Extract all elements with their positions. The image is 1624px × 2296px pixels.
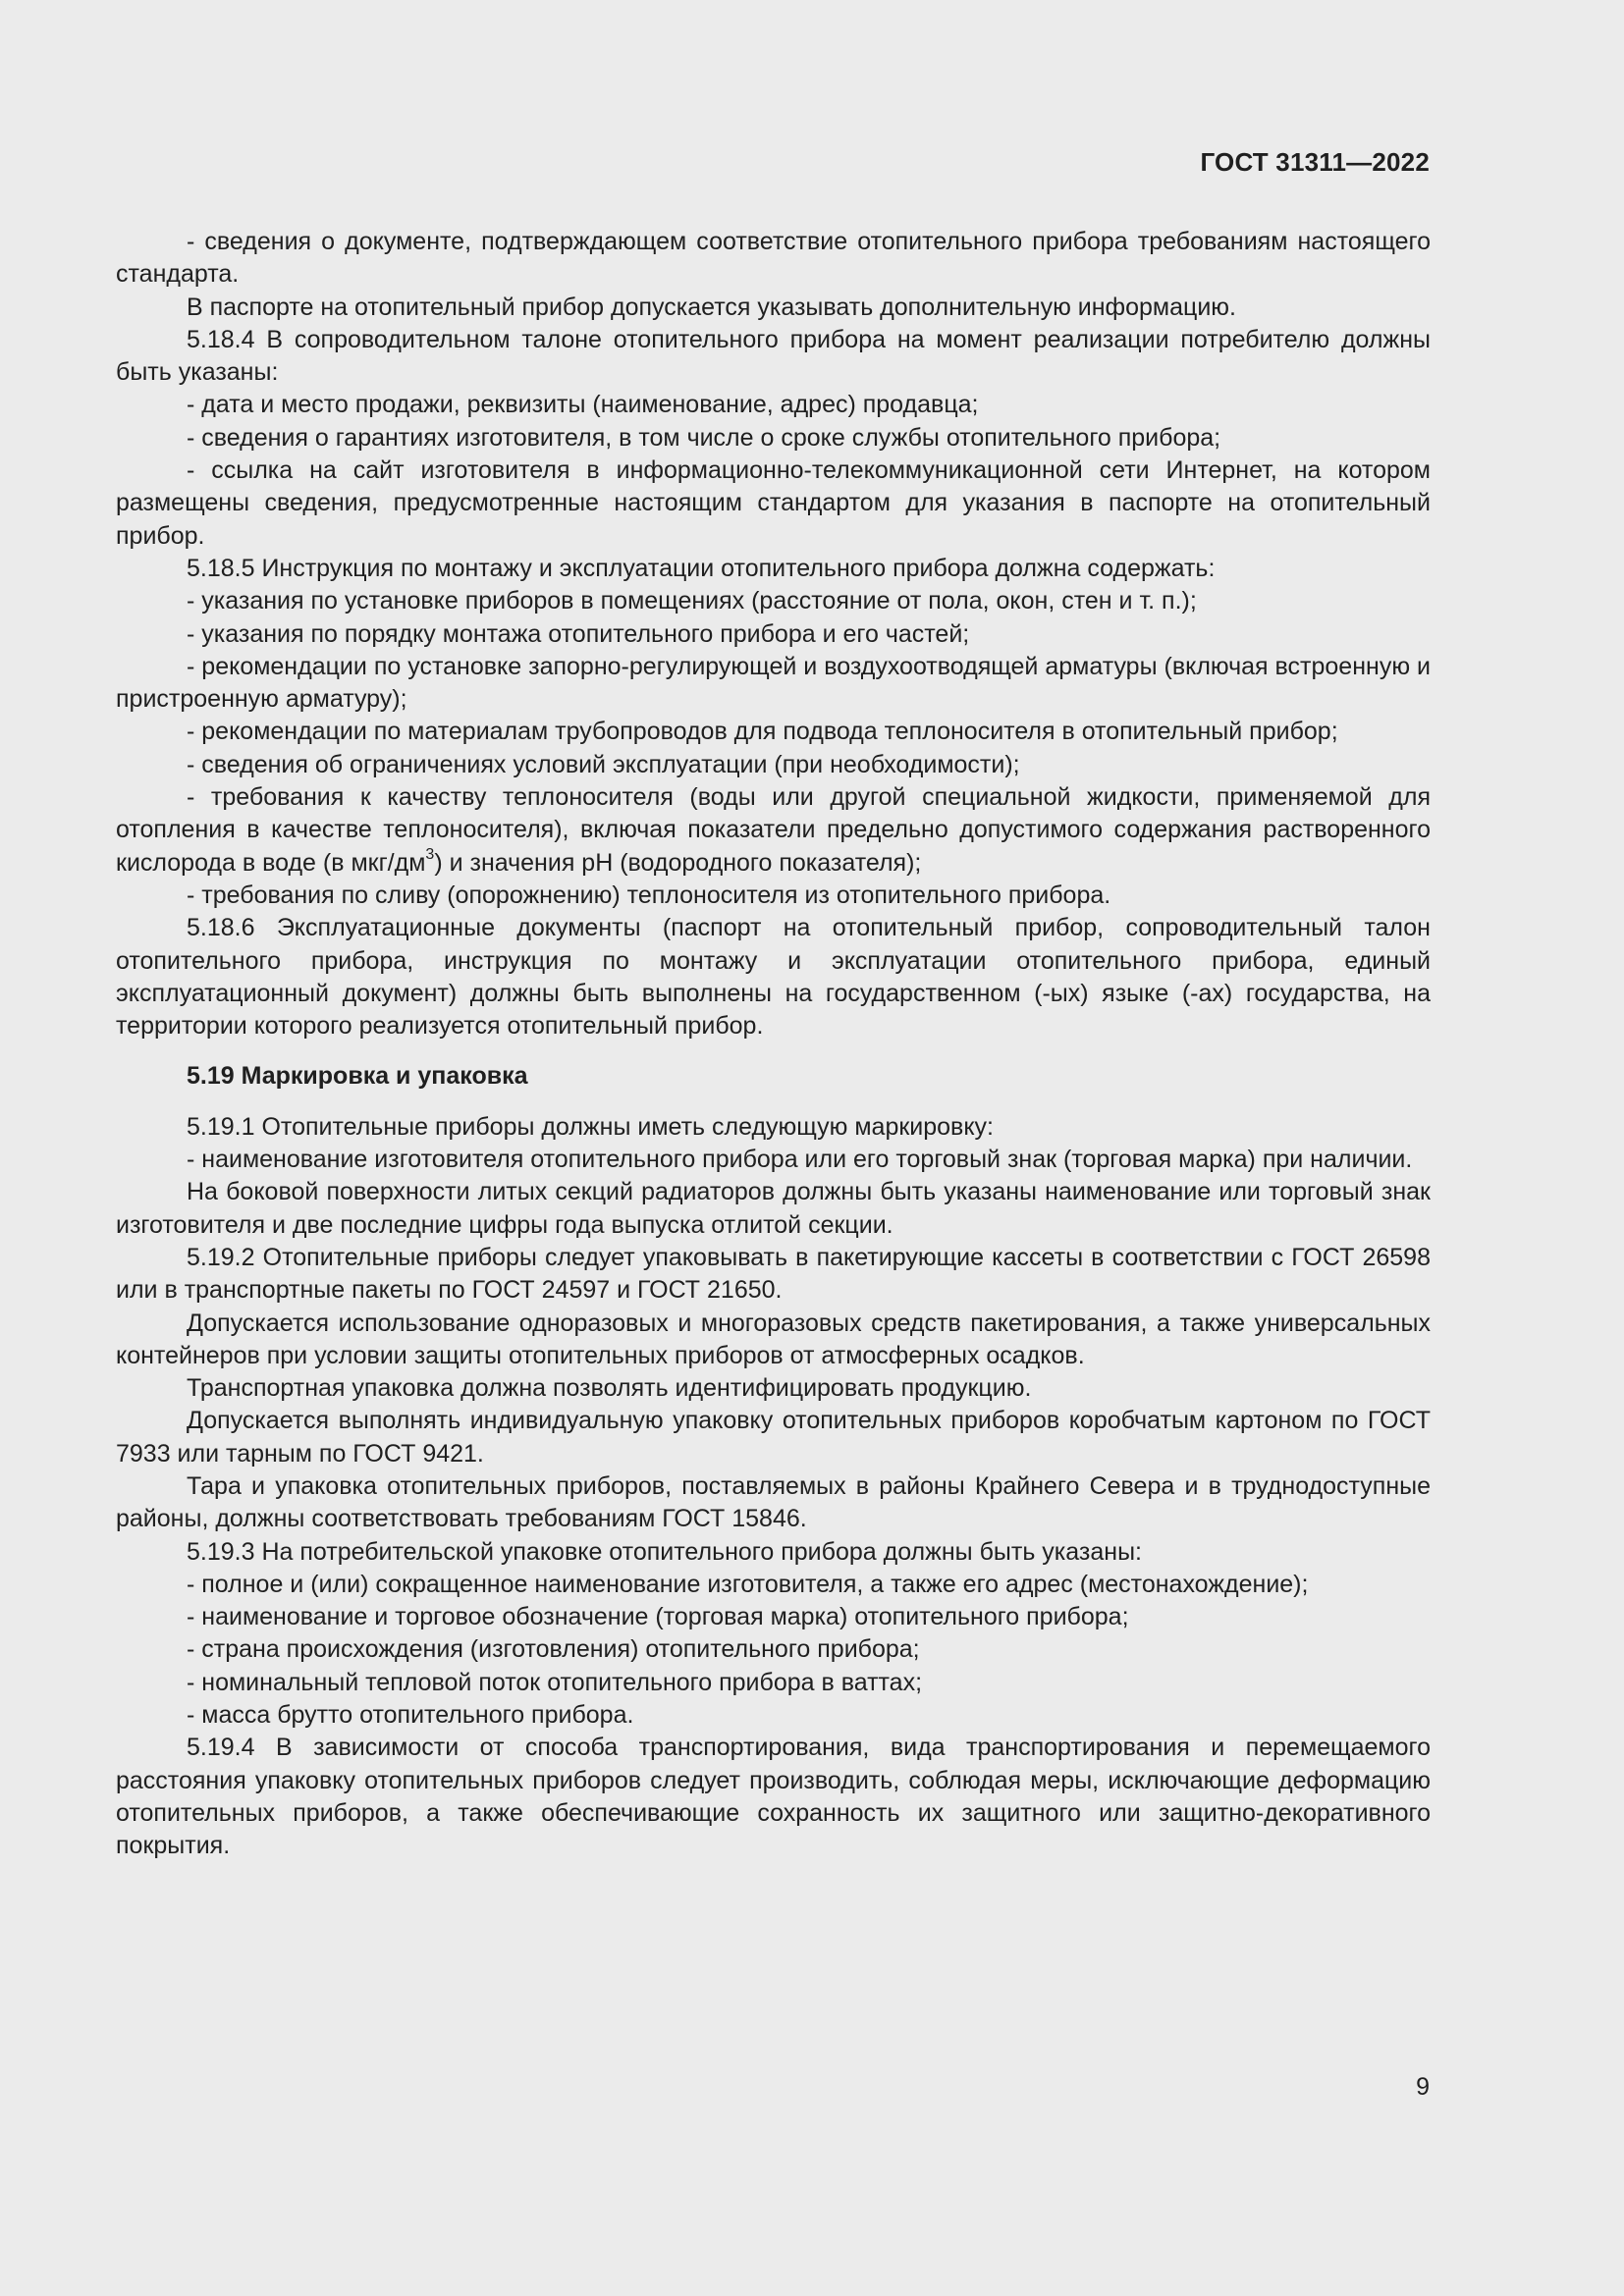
list-item: - страна происхождения (изготовления) отопительного прибора;: [187, 1635, 920, 1664]
paragraph: Транспортная упаковка должна позволять идентифицировать продукцию.: [187, 1374, 1032, 1403]
list-item: - дата и место продажи, реквизиты (наименование, адрес) продавца;: [187, 391, 979, 419]
paragraph: 5.19.3 На потребительской упаковке отопительного прибора должны быть указаны:: [187, 1537, 1142, 1566]
paragraph: В паспорте на отопительный прибор допускается указывать дополнительную информацию.: [187, 293, 1236, 321]
list-item: - рекомендации по материалам трубопроводов для подвода теплоносителя в отопительный прибор;: [187, 718, 1338, 746]
paragraph: Тара и упаковка отопительных приборов, поставляемых в районы Крайнего Севера и в труднодоступные районы, должны соответствовать требованиям ГОСТ 15846.: [116, 1471, 1431, 1533]
paragraph: 5.18.6 Эксплуатационные документы (паспорт на отопительный прибор, сопроводительный талон отопительного прибора, инструкция по монтажу и эксплуатации отопительного прибора, единый эксплуатационный документ) должны быть выполнены на государственном (-ых) языке (-ах) государства, на территории которого реализуется отопительный прибор.: [116, 914, 1431, 1041]
list-item: - полное и (или) сокращенное наименование изготовителя, а также его адрес (местонахождение);: [187, 1570, 1309, 1598]
paragraph: 5.18.4 В сопроводительном талоне отопительного прибора на момент реализации потребителю должны быть указаны:: [116, 325, 1431, 387]
list-item: - ссылка на сайт изготовителя в информационно-телекоммуникационной сети Интернет, на котором размещены сведения, предусмотренные настоящим стандартом для указания в паспорте на отопительный прибор.: [116, 456, 1431, 550]
list-item: - указания по порядку монтажа отопительного прибора и его частей;: [187, 619, 970, 648]
paragraph: 5.19.2 Отопительные приборы следует упаковывать в пакетирующие кассеты в соответствии с ГОСТ 26598 или в транспортные пакеты по ГОСТ 24597 и ГОСТ 21650.: [116, 1243, 1431, 1305]
text-fragment: - требования к качеству теплоносителя (воды или другой специальной жидкости, применяемой для отопления в качестве теплоносителя), включая показатели предельно допустимого содержания растворенного кислорода в воде (в мкг/дм: [116, 783, 1431, 877]
list-item: - рекомендации по установке запорно-регулирующей и воздухоотводящей арматуры (включая встроенную и пристроенную арматуру);: [116, 652, 1431, 714]
paragraph: 5.19.1 Отопительные приборы должны иметь следующую маркировку:: [187, 1112, 994, 1141]
superscript: 3: [425, 846, 435, 864]
list-item: - наименование изготовителя отопительного прибора или его торговый знак (торговая марка) при наличии.: [187, 1146, 1413, 1174]
section-heading: 5.19 Маркировка и упаковка: [187, 1062, 528, 1091]
list-item: [116, 781, 1431, 880]
paragraph: 5.19.4 В зависимости от способа транспортирования, вида транспортирования и перемещаемого расстояния упаковку отопительных приборов следует производить, соблюдая меры, исключающие деформацию отопительных приборов, а также обеспечивающие сохранность их защитного или защитно-декоративного покрытия.: [116, 1734, 1431, 1860]
paragraph: Допускается выполнять индивидуальную упаковку отопительных приборов коробчатым картоном по ГОСТ 7933 или тарным по ГОСТ 9421.: [116, 1407, 1431, 1468]
list-item: - номинальный тепловой поток отопительного прибора в ваттах;: [187, 1668, 923, 1696]
list-item: - требования по сливу (опорожнению) теплоносителя из отопительного прибора.: [187, 881, 1111, 909]
list-item: - сведения о гарантиях изготовителя, в том числе о сроке службы отопительного прибора;: [187, 423, 1221, 452]
paragraph: - сведения о документе, подтверждающем соответствие отопительного прибора требованиям настоящего стандарта.: [116, 228, 1431, 289]
list-item: - масса брутто отопительного прибора.: [187, 1701, 634, 1730]
list-item: - указания по установке приборов в помещениях (расстояние от пола, окон, стен и т. п.);: [187, 587, 1197, 615]
paragraph: Допускается использование одноразовых и многоразовых средств пакетирования, а также универсальных контейнеров при условии защиты отопительных приборов от атмосферных осадков.: [116, 1308, 1431, 1369]
paragraph: На боковой поверхности литых секций радиаторов должны быть указаны наименование или торговый знак изготовителя и две последние цифры года выпуска отлитой секции.: [116, 1178, 1431, 1239]
document-body: [116, 226, 1431, 1863]
list-item: - сведения об ограничениях условий эксплуатации (при необходимости);: [187, 750, 1020, 778]
list-item: - наименование и торговое обозначение (торговая марка) отопительного прибора;: [187, 1603, 1129, 1631]
text-fragment: ) и значения pH (водородного показателя);: [434, 848, 922, 877]
page-number: 9: [1416, 2073, 1430, 2101]
paragraph: 5.18.5 Инструкция по монтажу и эксплуатации отопительного прибора должна содержать:: [187, 554, 1216, 582]
document-standard-id: ГОСТ 31311—2022: [1200, 147, 1430, 177]
